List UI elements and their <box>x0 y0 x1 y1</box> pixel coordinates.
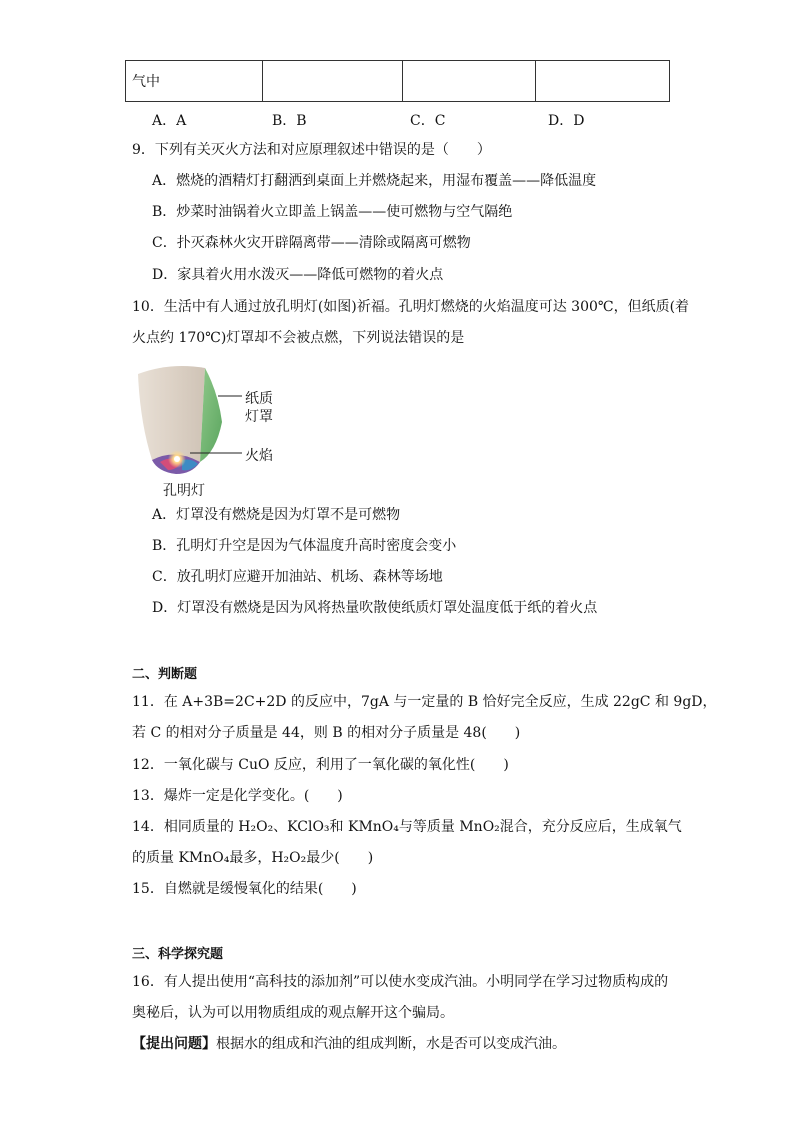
q9-option-d: D．家具着火用水泼灭——降低可燃物的着火点 <box>152 267 444 283</box>
q16-question-label: 【提出问题】 <box>132 1036 216 1052</box>
table-cell: 气中 <box>126 61 263 102</box>
q11-line2: 若 C 的相对分子质量是 44，则 B 的相对分子质量是 48( ) <box>132 725 521 741</box>
q8-options <box>0 110 794 130</box>
q11-line1: 11．在 A+3B=2C+2D 的反应中，7gA 与一定量的 B 恰好完全反应，生成 22gC 和 9gD， <box>132 694 717 710</box>
q10-option-a: A．灯罩没有燃烧是因为灯罩不是可燃物 <box>152 507 401 523</box>
q14-line1: 14．相同质量的 H₂O₂、KClO₃和 KMnO₄与等质量 MnO₂混合，充分反应后，生成氧气 <box>132 819 682 835</box>
q10-option-c: C．放孔明灯应避开加油站、机场、森林等场地 <box>152 569 443 585</box>
q14-line2: 的质量 KMnO₄最多，H₂O₂最少( ) <box>132 850 374 866</box>
q15: 15．自燃就是缓慢氧化的结果( ) <box>132 881 357 897</box>
table-cell <box>536 61 670 102</box>
q10-option-d: D．灯罩没有燃烧是因为风将热量吹散使纸质灯罩处温度低于纸的着火点 <box>152 600 598 616</box>
q10-stem-line1: 10．生活中有人通过放孔明灯(如图)祈福。孔明灯燃烧的火焰温度可达 300℃，但纸质(着 <box>132 299 690 315</box>
shade-left-panel <box>138 366 205 467</box>
q10-option-b: B．孔明灯升空是因为气体温度升高时密度会变小 <box>152 538 457 554</box>
section-3-title: 三、科学探究题 <box>132 947 224 962</box>
table-cell <box>263 61 403 102</box>
q9-option-c: C．扑灭森林火灾开辟隔离带——清除或隔离可燃物 <box>152 235 471 251</box>
label-paper: 纸质 <box>245 391 273 407</box>
q9-stem: 9．下列有关灭火方法和对应原理叙述中错误的是（ ） <box>132 142 491 158</box>
q9-option-a: A．燃烧的酒精灯打翻洒到桌面上并燃烧起来，用湿布覆盖——降低温度 <box>152 173 597 189</box>
q8-option-a: A．A <box>152 113 187 129</box>
table-cell <box>403 61 536 102</box>
table-row <box>126 61 670 102</box>
label-flame: 火焰 <box>245 448 273 464</box>
q8-option-b: B．B <box>272 113 307 129</box>
q16-line2: 奥秘后，认为可以用物质组成的观点解开这个骗局。 <box>132 1005 454 1021</box>
q16-line1: 16．有人提出使用“高科技的添加剂”可以使水变成汽油。小明同学在学习过物质构成的 <box>132 974 669 990</box>
q13: 13．爆炸一定是化学变化。( ) <box>132 788 343 804</box>
q10-stem-line2: 火点约 170℃)灯罩却不会被点燃，下列说法错误的是 <box>132 330 465 346</box>
q12: 12．一氧化碳与 CuO 反应，利用了一氧化碳的氧化性( ) <box>132 757 509 773</box>
answer-table <box>125 60 670 102</box>
section-2-title: 二、判断题 <box>132 667 198 682</box>
figure-caption: 孔明灯 <box>163 483 205 499</box>
q16-question <box>132 1034 566 1054</box>
q8-option-d: D．D <box>548 113 585 129</box>
q16-question-text: 根据水的组成和汽油的组成判断，水是否可以变成汽油。 <box>216 1036 566 1052</box>
label-shade: 灯罩 <box>245 409 273 425</box>
q9-option-b: B．炒菜时油锅着火立即盖上锅盖——使可燃物与空气隔绝 <box>152 204 513 220</box>
q8-option-c: C．C <box>410 113 446 129</box>
sky-lantern-figure <box>130 362 290 502</box>
